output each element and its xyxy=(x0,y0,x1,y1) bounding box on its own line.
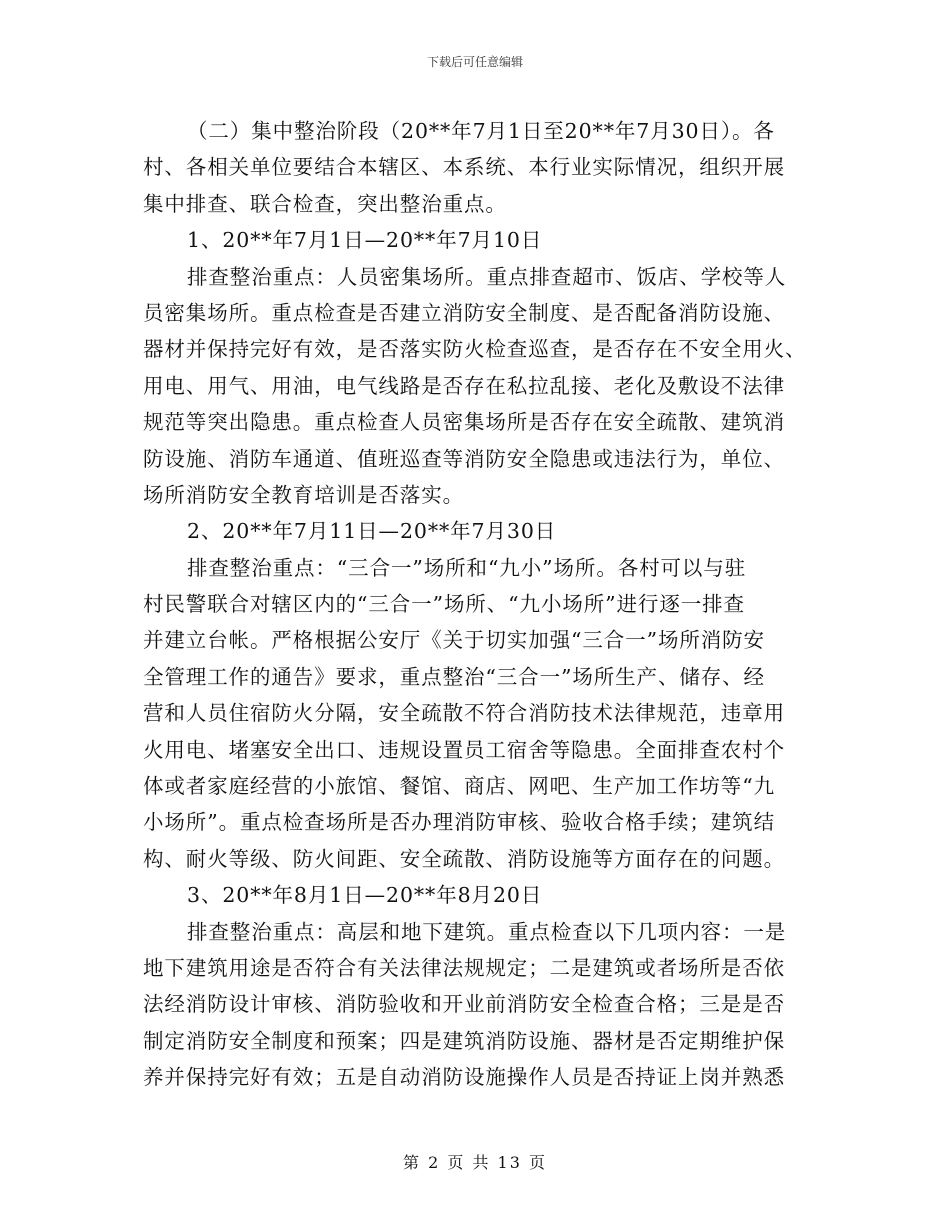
text-line: 制定消防安全制度和预案；四是建筑消防设施、器材是否定期维护保 xyxy=(143,1028,785,1053)
text-line: 排查整治重点：人员密集场所。重点排查超市、饭店、学校等人 xyxy=(187,264,787,289)
text-line: 构、耐火等级、防火间距、安全疏散、消防设施等方面存在的问题。 xyxy=(143,846,785,871)
text-line: 小场所”。重点检查场所是否办理消防审核、验收合格手续；建筑结 xyxy=(143,810,775,835)
text-line: 营和人员住宿防火分隔，安全疏散不符合消防技术法律规范，违章用 xyxy=(143,701,785,726)
text-line: 规范等突出隐患。重点检查人员密集场所是否存在安全疏散、建筑消 xyxy=(143,410,785,435)
text-line: 村民警联合对辖区内的“三合一”场所、“九小场所”进行逐一排查 xyxy=(143,592,745,617)
text-line: 器材并保持完好有效，是否落实防火检查巡查，是否存在不安全用火、 xyxy=(143,337,807,362)
page-header-note: 下载后可任意编辑 xyxy=(426,55,523,69)
text-line: 3、20**年8月1日—20**年8月20日 xyxy=(187,883,543,908)
text-line: 火用电、堵塞安全出口、违规设置员工宿舍等隐患。全面排查农村个 xyxy=(143,737,785,762)
text-line: 场所消防安全教育培训是否落实。 xyxy=(143,482,464,507)
text-line: 防设施、消防车通道、值班巡查等消防安全隐患或违法行为，单位、 xyxy=(143,446,785,471)
text-line: 1、20**年7月1日—20**年7月10日 xyxy=(187,228,543,253)
text-line: 养并保持完好有效；五是自动消防设施操作人员是否持证上岗并熟悉 xyxy=(143,1065,785,1090)
text-line: 地下建筑用途是否符合有关法律法规规定；二是建筑或者场所是否依 xyxy=(143,955,785,980)
text-line: 2、20**年7月11日—20**年7月30日 xyxy=(187,519,557,544)
text-line: 用电、用气、用油，电气线路是否存在私拉乱接、老化及敷设不法律 xyxy=(143,373,785,398)
text-line: 村、各相关单位要结合本辖区、本系统、本行业实际情况，组织开展 xyxy=(143,155,785,180)
text-line: （二）集中整治阶段（20**年7月1日至20**年7月30日）。各 xyxy=(187,119,775,143)
document-body xyxy=(143,113,808,1096)
text-line: 集中排查、联合检查，突出整治重点。 xyxy=(143,191,507,216)
text-line: 员密集场所。重点检查是否建立消防安全制度、是否配备消防设施、 xyxy=(143,300,785,325)
text-line: 并建立台帐。严格根据公安厅《关于切实加强“三合一”场所消防安 xyxy=(143,628,765,653)
text-line: 排查整治重点：“三合一”场所和“九小”场所。各村可以与驻 xyxy=(187,555,747,580)
text-line: 排查整治重点：高层和地下建筑。重点检查以下几项内容：一是 xyxy=(187,919,787,944)
text-line: 全管理工作的通告》要求，重点整治“三合一”场所生产、储存、经 xyxy=(143,664,765,689)
page-footer: 第 2 页 共 13 页 xyxy=(403,1153,547,1172)
text-line: 体或者家庭经营的小旅馆、餐馆、商店、网吧、生产加工作坊等“九 xyxy=(143,774,775,799)
text-line: 法经消防设计审核、消防验收和开业前消防安全检查合格；三是是否 xyxy=(143,992,785,1017)
